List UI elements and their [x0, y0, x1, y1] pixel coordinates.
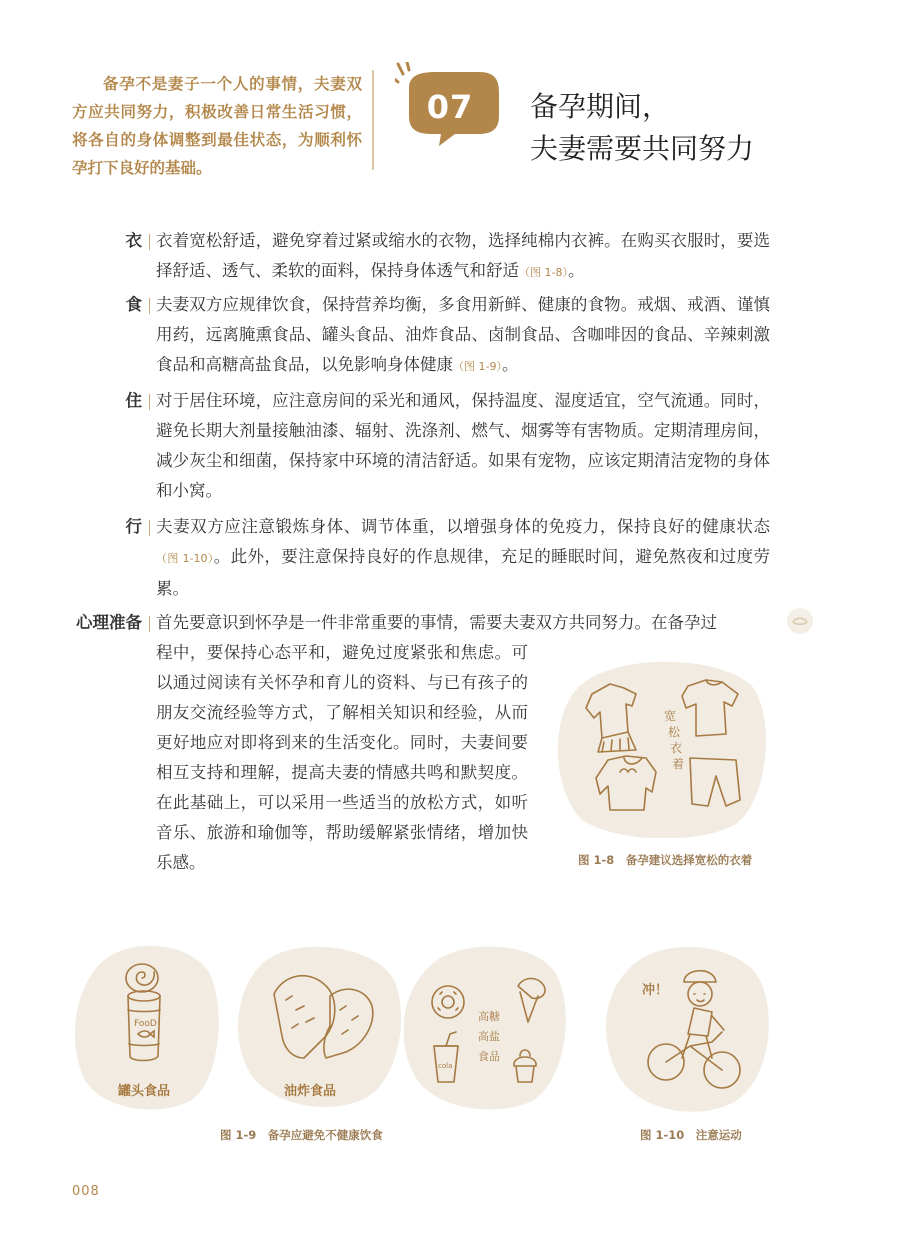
- label-char-2: 松: [668, 725, 681, 739]
- section-label: 食: [125, 295, 142, 314]
- label-char-4: 着: [672, 757, 685, 771]
- section-text: 夫妻双方应规律饮食，保持营养均衡，多食用新鲜、健康的食物。戒烟、戒酒、谨慎用药，远离腌熏食品、罐头食品、油炸食品、卤制食品、含咖啡因的食品、辛辣刺激食品和高糖高盐食品，以免影响身体健康（图 1-9）。: [156, 295, 770, 374]
- section-food: [72, 290, 770, 380]
- intro-paragraph: 备孕不是妻子一个人的事情，夫妻双方应共同努力，积极改善日常生活习惯，将各自的身体调整到最佳状态，为顺利怀孕打下良好的基础。: [72, 75, 362, 177]
- sweets-illustration: [404, 940, 570, 1112]
- section-activity: [72, 512, 770, 602]
- section-text: 衣着宽松舒适，避免穿着过紧或缩水的衣物，选择纯棉内衣裤。在购买衣服时，要选择舒适、透气、柔软的面料，保持身体透气和舒适（图 1-8）。: [156, 231, 770, 280]
- chapter-badge: [395, 62, 507, 150]
- sugar-label-2: 高盐: [478, 1030, 500, 1043]
- section-text: 夫妻双方应注意锻炼身体、调节体重，以增强身体的免疫力，保持良好的健康状态（图 1-10）。此外，要注意保持良好的作息规律，充足的睡眠时间，避免熬夜和过度劳累。: [156, 517, 770, 598]
- page-number: 008: [72, 1184, 100, 1199]
- cycling-illustration: [604, 942, 772, 1116]
- figure-reference: （图 1-10）: [156, 552, 214, 565]
- section-divider: [149, 394, 150, 410]
- label-char-1: 宽: [664, 709, 677, 723]
- clothing-illustration: [556, 660, 770, 838]
- section-divider: [149, 234, 150, 250]
- label-char-3: 衣: [670, 741, 683, 755]
- page-title: [530, 86, 754, 170]
- section-text: 对于居住环境，应注意房间的采光和通风，保持温度、湿度适宜，空气流通。同时，避免长期大剂量接触油漆、辐射、洗涤剂、燃气、烟雾等有害物质。定期清理房间，减少灰尘和细菌，保持家中环境的清洁舒适。如果有宠物，应该定期清洁宠物的身体和小窝。: [156, 391, 770, 500]
- section-text-first-line: 首先要意识到怀孕是一件非常重要的事情，需要夫妻双方共同努力。在备孕过: [156, 613, 717, 632]
- figure-caption-1-9: 图 1-9 备孕应避免不健康饮食: [220, 1128, 383, 1142]
- sugar-label-1: 高糖: [478, 1010, 500, 1023]
- title-line-2: 夫妻需要共同努力: [530, 132, 755, 165]
- fried-food-label: 油炸食品: [284, 1084, 337, 1099]
- section-label: 心理准备: [76, 613, 142, 632]
- chapter-number: 07: [426, 88, 474, 126]
- figure-caption-1-8: 图 1-8 备孕建议选择宽松的衣着: [578, 853, 753, 867]
- figure-caption-1-10: 图 1-10 注意运动: [640, 1128, 742, 1142]
- section-divider: [149, 298, 150, 314]
- section-label: 行: [125, 517, 142, 536]
- section-text-continued: 程中，要保持心态平和，避免过度紧张和焦虑。可以通过阅读有关怀孕和育儿的资料、与已有孩子的朋友交流经验等方式，了解相关知识和经验，从而更好地应对即将到来的生活变化。同时，夫妻间要相互支持和理解，提高夫妻的情感共鸣和默契度。在此基础上，可以采用一些适当的放松方式，如听音乐、旅游和瑜伽等，帮助缓解紧张情绪，增加快乐感。: [156, 643, 528, 872]
- figure-reference: （图 1-9）: [453, 360, 502, 373]
- section-housing: [72, 386, 770, 506]
- section-clothing: [72, 226, 770, 286]
- section-psychology: [72, 608, 770, 638]
- section-label: 衣: [125, 231, 142, 250]
- section-label: 住: [125, 391, 142, 410]
- figure-reference: （图 1-8）: [519, 266, 568, 279]
- shout-text: 冲！: [642, 983, 669, 998]
- can-label: FooD: [134, 1019, 157, 1029]
- sugar-label-3: 食品: [478, 1050, 500, 1063]
- title-line-1: 备孕期间，: [530, 90, 671, 123]
- canned-food-label: 罐头食品: [118, 1084, 171, 1099]
- decorative-mark-icon: [786, 607, 814, 635]
- section-divider: [149, 616, 150, 632]
- cola-label: cola: [438, 1062, 453, 1070]
- intro-divider: [372, 70, 374, 170]
- section-divider: [149, 520, 150, 536]
